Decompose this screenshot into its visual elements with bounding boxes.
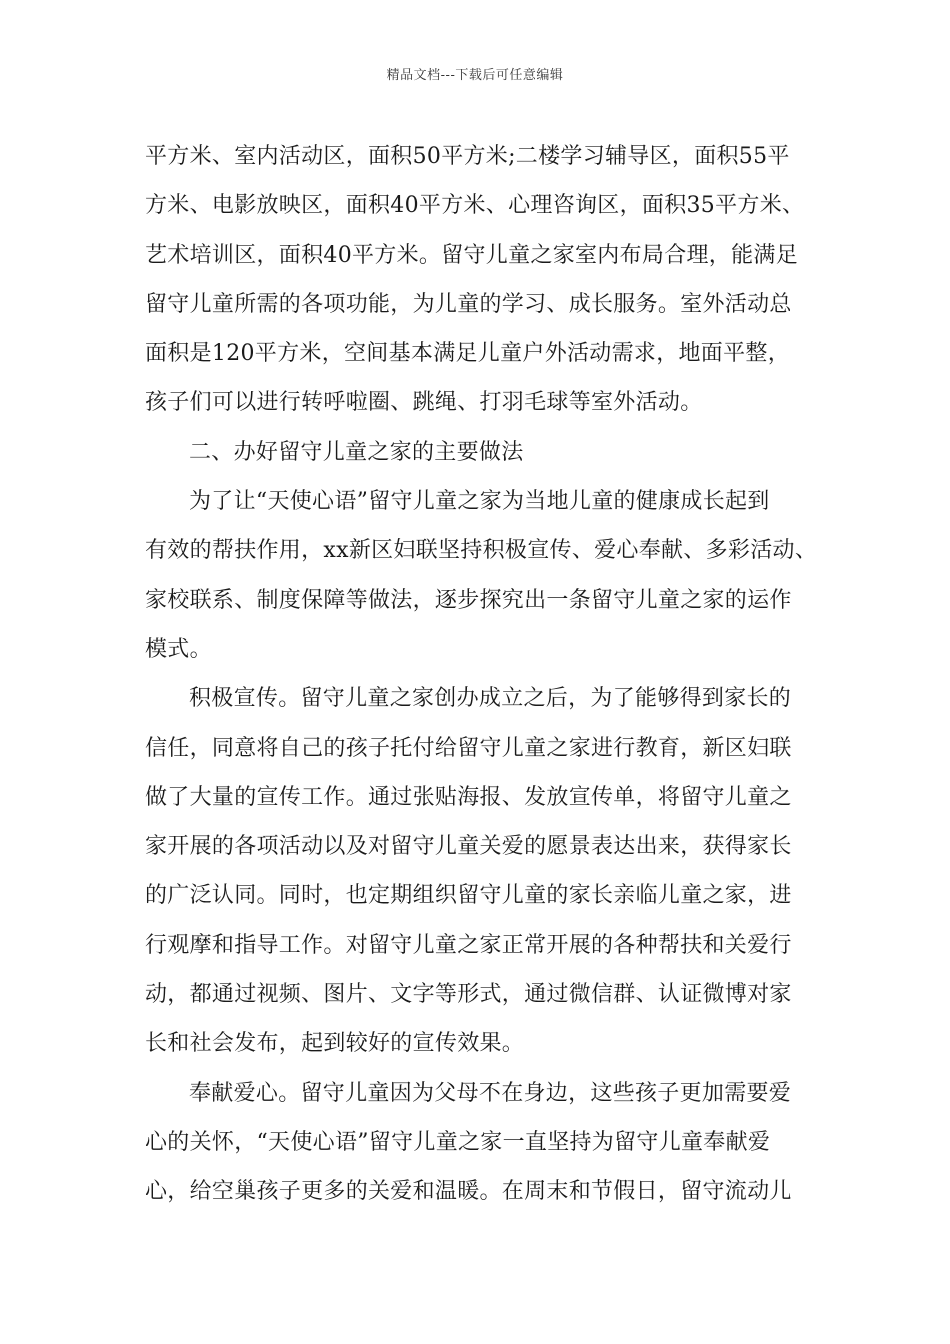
text-line: 做了大量的宣传工作。通过张贴海报、发放宣传单，将留守儿童之 <box>145 784 792 810</box>
paragraph-start-line: 为了让“天使心语”留守儿童之家为当地儿童的健康成长起到 <box>189 489 770 515</box>
document-body <box>145 132 825 1217</box>
text-line: 方米、电影放映区，面积40平方米、心理咨询区，面积35平方米、 <box>145 193 805 219</box>
paragraph-start-line: 积极宣传。留守儿童之家创办成立之后，为了能够得到家长的 <box>189 686 792 712</box>
text-line: 面积是120平方米，空间基本满足儿童户外活动需求，地面平整， <box>145 341 790 367</box>
text-line: 家校联系、制度保障等做法，逐步探究出一条留守儿童之家的运作 <box>145 587 792 613</box>
section-heading: 二、办好留守儿童之家的主要做法 <box>189 439 524 465</box>
text-line: 平方米、室内活动区，面积50平方米;二楼学习辅导区，面积55平 <box>145 144 790 169</box>
text-line: 心，给空巢孩子更多的关爱和温暖。在周末和节假日，留守流动儿 <box>145 1179 792 1205</box>
paragraph-start-line: 奉献爱心。留守儿童因为父母不在身边，这些孩子更加需要爱 <box>189 1080 792 1106</box>
text-line: 长和社会发布，起到较好的宣传效果。 <box>145 1031 525 1057</box>
text-line: 行观摩和指导工作。对留守儿童之家正常开展的各种帮扶和关爱行 <box>145 932 792 958</box>
text-line: 留守儿童所需的各项功能，为儿童的学习、成长服务。室外活动总 <box>145 291 792 317</box>
text-line: 的广泛认同。同时，也定期组织留守儿童的家长亲临儿童之家，进 <box>145 883 792 909</box>
text-line: 孩子们可以进行转呼啦圈、跳绳、打羽毛球等室外活动。 <box>145 390 703 416</box>
text-line: 动，都通过视频、图片、文字等形式，通过微信群、认证微博对家 <box>145 982 792 1008</box>
text-line: 艺术培训区，面积40平方米。留守儿童之家室内布局合理，能满足 <box>145 242 798 268</box>
text-line: 模式。 <box>145 636 212 662</box>
text-line: 家开展的各项活动以及对留守儿童关爱的愿景表达出来，获得家长 <box>145 834 792 860</box>
text-line: 信任，同意将自己的孩子托付给留守儿童之家进行教育，新区妇联 <box>145 735 792 761</box>
text-line: 有效的帮扶作用，xx新区妇联坚持积极宣传、爱心奉献、多彩活动、 <box>145 538 818 564</box>
page-header: 精品文档---下载后可任意编辑 <box>386 68 564 83</box>
text-line: 心的关怀，“天使心语”留守儿童之家一直坚持为留守儿童奉献爱 <box>145 1129 771 1155</box>
